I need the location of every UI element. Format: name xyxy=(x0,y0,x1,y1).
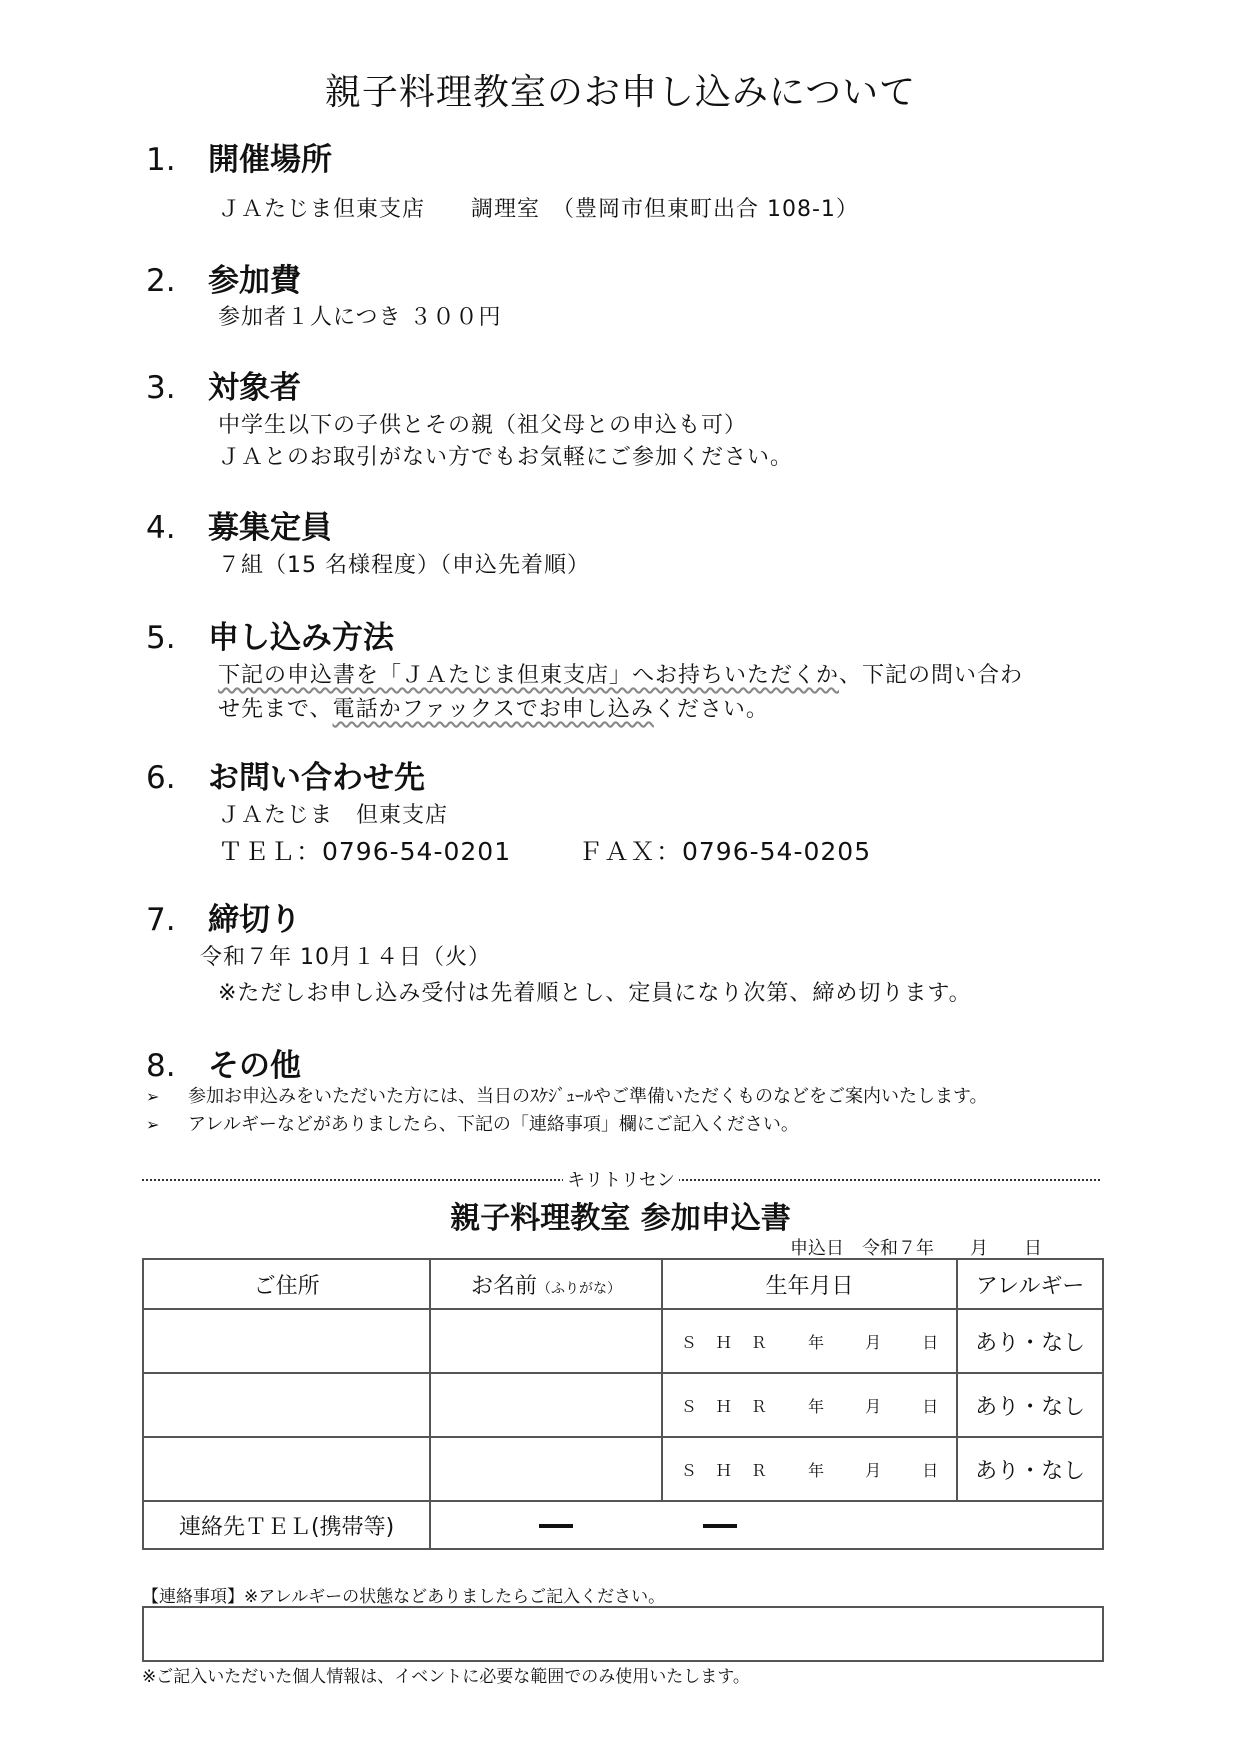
other-bullet-1: ➢ 参加お申込みをいただいた方には、当日のｽｹｼﾞｭｰﾙやご準備いただくものなどをご案内いたします。 xyxy=(146,1086,988,1107)
form-title: 親子料理教室 参加申込書 xyxy=(450,1201,791,1236)
apply-date: 申込日 令和７年 月 日 xyxy=(790,1238,1042,1259)
section-heading-venue: 1. 開催場所 xyxy=(146,142,332,178)
deadline-note: ※ただしお申し込み受付は先着順とし、定員になり次第、締め切ります。 xyxy=(218,981,972,1006)
address-field[interactable] xyxy=(143,1309,430,1373)
section-heading-deadline: 7. 締切り xyxy=(146,902,301,938)
form-row xyxy=(143,1309,1103,1373)
allergy-field[interactable]: あり・なし xyxy=(957,1437,1103,1501)
tel-label: 連絡先ＴＥＬ(携帯等) xyxy=(143,1501,430,1549)
target-text-2: ＪＡとのお取引がない方でもお気軽にご参加ください。 xyxy=(218,445,794,470)
header-name-note: （ふりがな） xyxy=(536,1280,621,1297)
section-heading-capacity: 4. 募集定員 xyxy=(146,510,332,546)
method-text-2: せ先まで、電話かファックスでお申し込みください。 xyxy=(218,697,769,722)
arrow-bullet-icon: ➢ xyxy=(146,1115,160,1134)
capacity-text: ７組（15 名様程度）（申込先着順） xyxy=(218,553,590,578)
tel-row xyxy=(143,1501,1103,1549)
dob-field[interactable]: Ｓ Ｈ Ｒ 年 月 日 xyxy=(662,1373,958,1437)
notes-label: 【連絡事項】※アレルギーの状態などありましたらご記入ください。 xyxy=(142,1587,666,1607)
section-heading-method: 5. 申し込み方法 xyxy=(146,620,394,656)
form-header-row xyxy=(143,1259,1103,1309)
section-heading-contact: 6. お問い合わせ先 xyxy=(146,760,425,796)
cut-line-label: キリトリセン xyxy=(563,1170,679,1191)
contact-fax: ＦＡＸ：0796-54-0205 xyxy=(578,837,872,866)
header-name: お名前（ふりがな） xyxy=(430,1259,661,1309)
arrow-bullet-icon: ➢ xyxy=(146,1087,160,1106)
cut-line xyxy=(142,1168,1100,1190)
form-row xyxy=(143,1437,1103,1501)
allergy-field[interactable]: あり・なし xyxy=(957,1309,1103,1373)
dash-icon xyxy=(703,1524,737,1528)
method-text-1: 下記の申込書を「ＪＡたじま但東支店」へお持ちいただくか、下記の問い合わ xyxy=(218,663,1024,688)
section-heading-fee: 2. 参加費 xyxy=(146,263,301,299)
other-bullet-2: ➢ アレルギーなどがありましたら、下記の「連絡事項」欄にご記入ください。 xyxy=(146,1114,799,1135)
header-allergy: アレルギー xyxy=(957,1259,1103,1309)
notes-field[interactable] xyxy=(142,1606,1104,1662)
section-heading-target: 3. 対象者 xyxy=(146,370,301,406)
name-field[interactable] xyxy=(430,1309,661,1373)
fee-text: 参加者１人につき ３００円 xyxy=(218,305,502,330)
dob-field[interactable]: Ｓ Ｈ Ｒ 年 月 日 xyxy=(662,1309,958,1373)
header-dob: 生年月日 xyxy=(662,1259,958,1309)
form-row xyxy=(143,1373,1103,1437)
page-title: 親子料理教室のお申し込みについて xyxy=(324,72,917,113)
contact-office: ＪＡたじま 但東支店 xyxy=(218,803,449,828)
name-field[interactable] xyxy=(430,1437,661,1501)
dob-field[interactable]: Ｓ Ｈ Ｒ 年 月 日 xyxy=(662,1437,958,1501)
address-field[interactable] xyxy=(143,1373,430,1437)
deadline-date: 令和７年 10月１４日（火） xyxy=(200,945,491,970)
method-text-1-rest: 、下記の問い合わ xyxy=(839,663,1024,688)
allergy-field[interactable]: あり・なし xyxy=(957,1373,1103,1437)
tel-field[interactable] xyxy=(430,1501,1103,1549)
name-field[interactable] xyxy=(430,1373,661,1437)
venue-text: ＪＡたじま但東支店 調理室 （豊岡市但東町出合 108-1） xyxy=(218,197,859,222)
target-text-1: 中学生以下の子供とその親（祖父母との申込も可） xyxy=(218,413,748,438)
application-form-table xyxy=(142,1258,1104,1550)
address-field[interactable] xyxy=(143,1437,430,1501)
dash-icon xyxy=(539,1524,573,1528)
section-heading-other: 8. その他 xyxy=(146,1048,301,1084)
privacy-note: ※ご記入いただいた個人情報は、イベントに必要な範囲でのみ使用いたします。 xyxy=(142,1667,750,1687)
contact-tel: ＴＥＬ：0796-54-0201 xyxy=(218,837,512,866)
header-address: ご住所 xyxy=(143,1259,430,1309)
